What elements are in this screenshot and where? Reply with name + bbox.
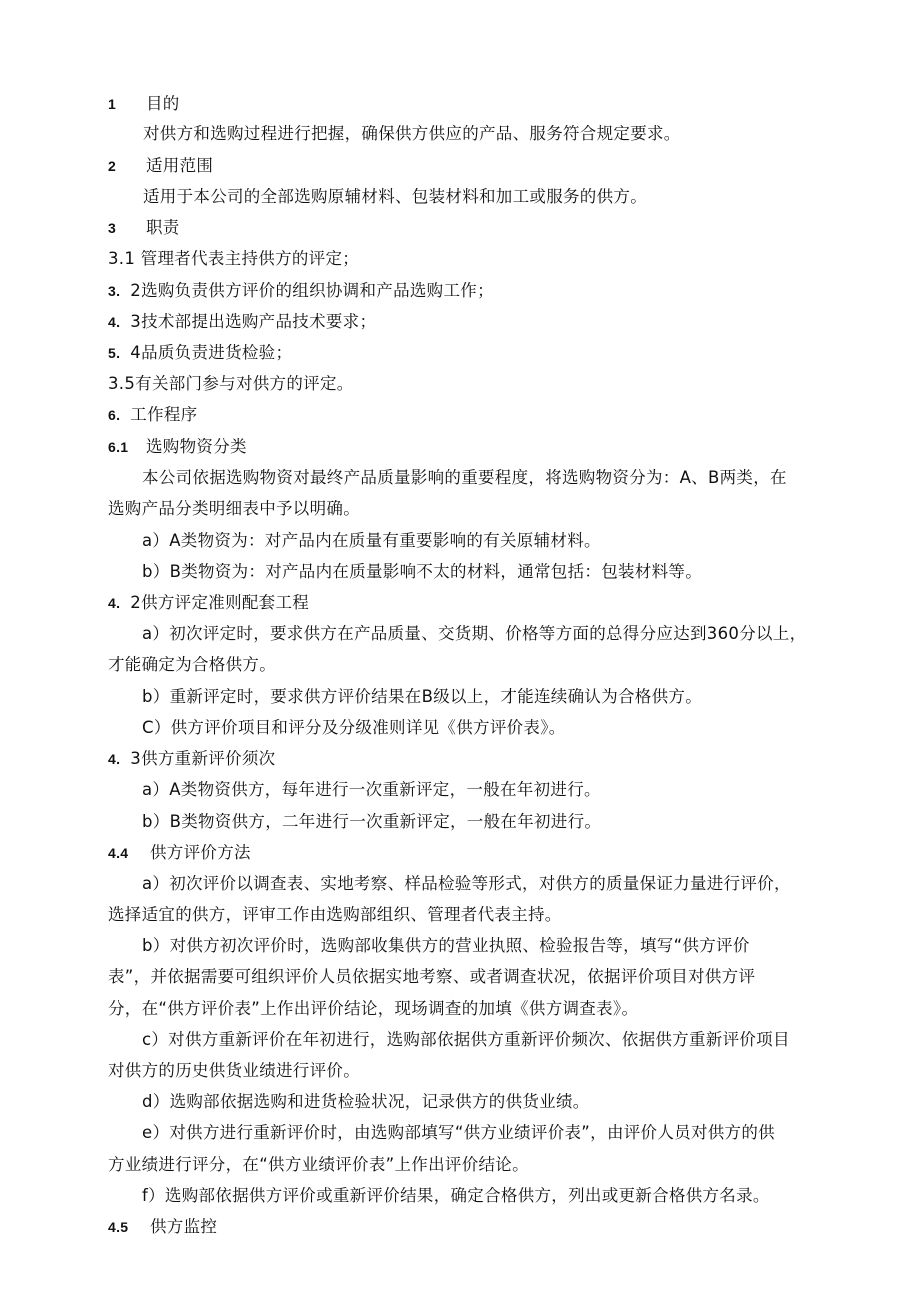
paragraph: 对供方的历史供货业绩进行评价。	[108, 1061, 360, 1080]
section-number: 4.5	[108, 1219, 129, 1235]
section-number: 4.4	[108, 845, 129, 861]
list-item: C）供方评价项目和评分及分级准则详见《供方评价表》。	[142, 718, 566, 737]
paragraph: 选择适宜的供方，评审工作由选购部组织、管理者代表主持。	[108, 905, 562, 924]
section-title: 目的	[146, 94, 180, 113]
subsection-heading	[108, 592, 880, 614]
paragraph: 适用于本公司的全部选购原辅材料、包装材料和加工或服务的供方。	[143, 187, 647, 206]
responsibility-item	[108, 311, 880, 333]
responsibility-item: 3.1 管理者代表主持供方的评定；	[108, 249, 360, 268]
section-title: 供方评价方法	[150, 843, 251, 862]
section-title: 供方监控	[150, 1217, 218, 1236]
section-number: 4.	[108, 595, 121, 611]
responsibility-item	[108, 280, 880, 302]
paragraph: 分，在“供方评价表”上作出评价结论，现场调查的加填《供方调查表》。	[108, 999, 639, 1018]
section-title: 职责	[146, 218, 180, 237]
section-number: 6.1	[108, 439, 129, 455]
paragraph: 才能确定为合格供方。	[108, 655, 276, 674]
list-item: b）对供方初次评价时，选购部收集供方的营业执照、检验报告等，填写“供方评价	[142, 936, 750, 955]
list-item: a）A类物资为：对产品内在质量有重要影响的有关原辅材料。	[142, 531, 601, 550]
paragraph: 选购产品分类明细表中予以明确。	[108, 499, 360, 518]
item-text: 2选购负责供方评价的组织协调和产品选购工作；	[130, 281, 494, 300]
section-heading	[108, 404, 880, 426]
item-number: 5.	[108, 345, 121, 361]
section-title: 3供方重新评价须次	[130, 749, 276, 768]
section-title: 工作程序	[130, 405, 198, 424]
list-item: a）初次评定时，要求供方在产品质量、交货期、价格等方面的总得分应达到360分以上，	[142, 624, 807, 643]
subsection-heading	[108, 436, 880, 458]
list-item: e）对供方进行重新评价时，由选购部填写“供方业绩评价表”，由评价人员对供方的供	[142, 1123, 775, 1142]
subsection-heading	[108, 1216, 880, 1238]
section-heading	[108, 155, 880, 177]
section-number: 4.	[108, 751, 121, 767]
section-number: 1	[108, 96, 117, 112]
list-item: d）选购部依据选购和进货检验状况，记录供方的供货业绩。	[142, 1092, 590, 1111]
section-number: 2	[108, 158, 117, 174]
item-text: 4品质负责进货检验；	[130, 343, 293, 362]
list-item: a）初次评价以调查表、实地考察、样品检验等形式，对供方的质量保证力量进行评价，	[142, 874, 791, 893]
list-item: b）B类物资供方，二年进行一次重新评定，一般在年初进行。	[142, 812, 602, 831]
paragraph: 方业绩进行评分，在“供方业绩评价表”上作出评价结论。	[108, 1155, 529, 1174]
paragraph: 本公司依据选购物资对最终产品质量影响的重要程度，将选购物资分为：A、B两类，在	[142, 468, 787, 487]
subsection-heading	[108, 748, 880, 770]
list-item: b）B类物资为：对产品内在质量影响不太的材料，通常包括：包装材料等。	[142, 562, 702, 581]
section-heading	[108, 93, 880, 115]
item-text: 3技术部提出选购产品技术要求；	[130, 312, 377, 331]
section-heading	[108, 217, 880, 239]
section-title: 选购物资分类	[146, 437, 247, 456]
list-item: b）重新评定时，要求供方评价结果在B级以上，才能连续确认为合格供方。	[142, 687, 702, 706]
section-title: 适用范围	[146, 156, 214, 175]
paragraph: 对供方和选购过程进行把握，确保供方供应的产品、服务符合规定要求。	[143, 124, 681, 143]
responsibility-item: 3.5有关部门参与对供方的评定。	[108, 374, 354, 393]
list-item: a）A类物资供方，每年进行一次重新评定，一般在年初进行。	[142, 780, 601, 799]
section-number: 3	[108, 220, 117, 236]
paragraph: 表”，并依据需要可组织评价人员依据实地考察、或者调查状况，依据评价项目对供方评	[108, 967, 756, 986]
responsibility-item	[108, 342, 880, 364]
section-number: 6.	[108, 407, 121, 423]
list-item: c）对供方重新评价在年初进行，选购部依据供方重新评价频次、依据供方重新评价项目	[142, 1030, 790, 1049]
item-number: 3.	[108, 283, 121, 299]
list-item: f）选购部依据供方评价或重新评价结果，确定合格供方，列出或更新合格供方名录。	[142, 1186, 770, 1205]
item-number: 4.	[108, 314, 121, 330]
subsection-heading	[108, 842, 880, 864]
section-title: 2供方评定准则配套工程	[130, 593, 310, 612]
